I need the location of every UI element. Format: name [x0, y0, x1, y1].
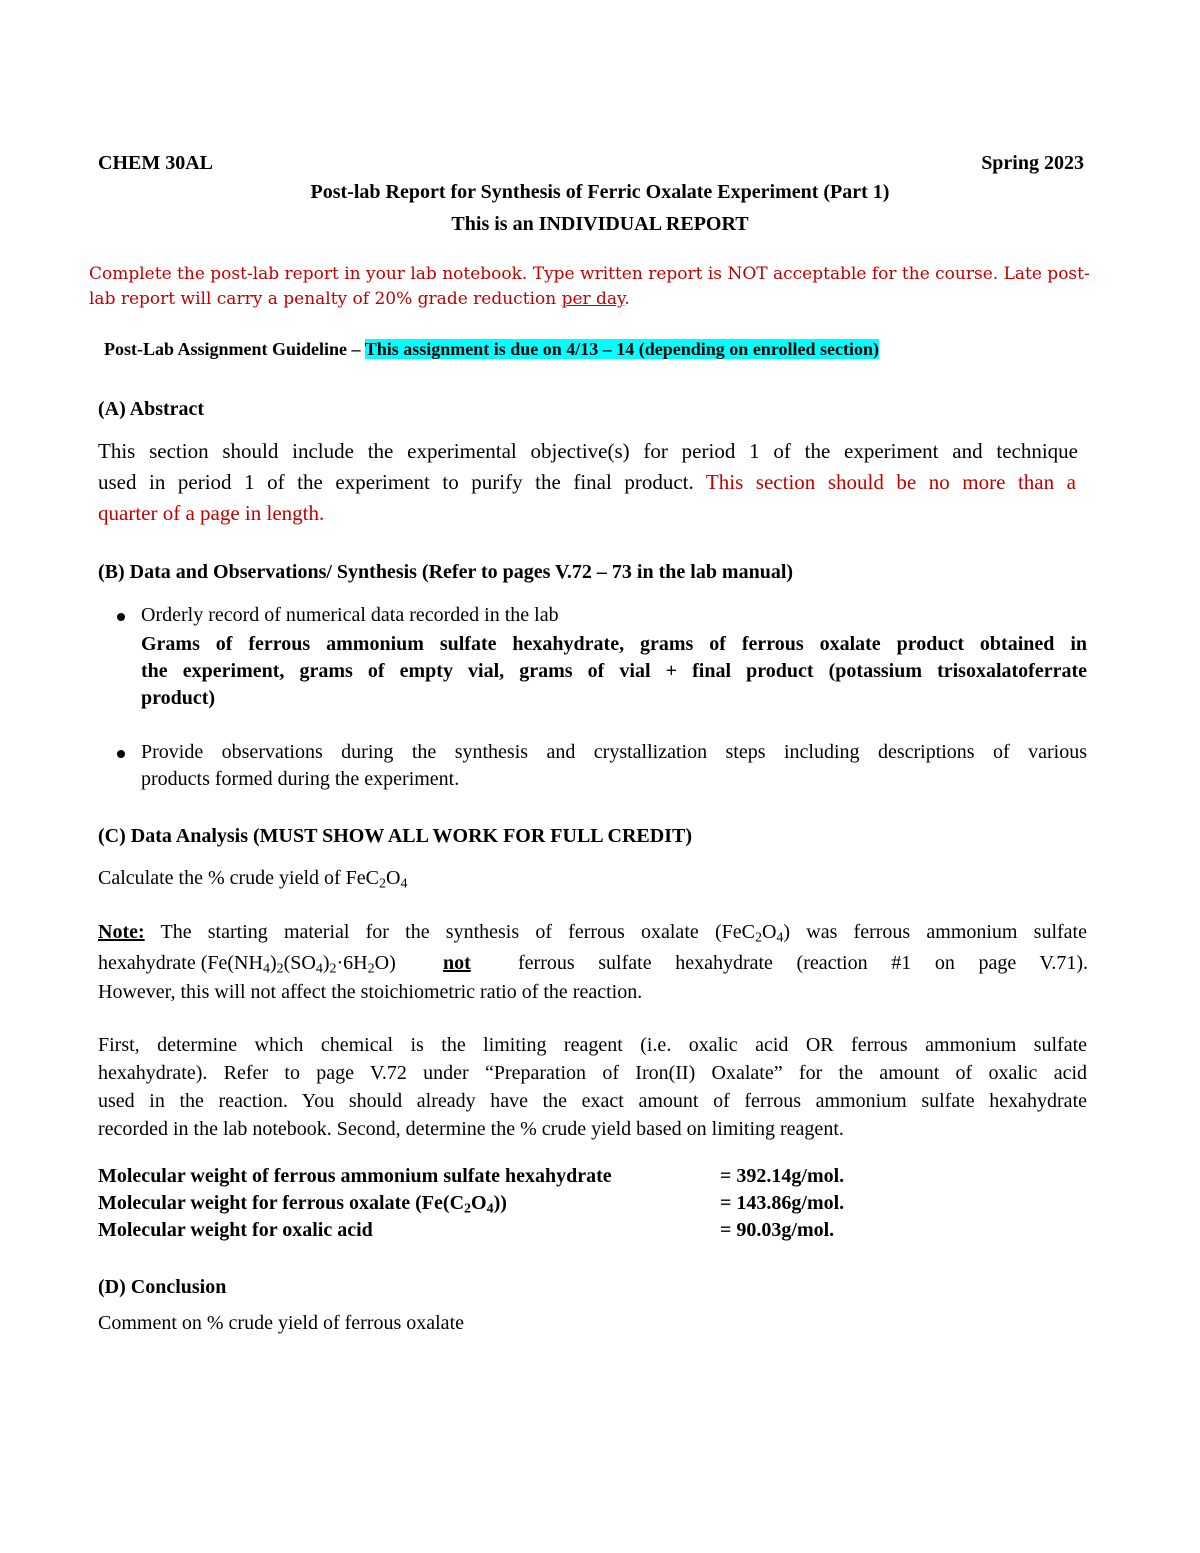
subscript: 2	[276, 961, 284, 977]
abstract-line-1: This section should include the experimental objective(s) for period 1 of the experiment and technique	[98, 439, 1078, 463]
notice-period: .	[624, 289, 630, 309]
chem-o: O	[471, 1192, 487, 1214]
mw-label-1: Molecular weight of ferrous ammonium sulfate hexahydrate	[98, 1165, 612, 1187]
subscript: 2	[367, 961, 375, 977]
note-line-3: However, this will not affect the stoichiometric ratio of the reaction.	[98, 981, 643, 1003]
course-code: CHEM 30AL	[98, 152, 213, 174]
not-emphasis: not	[442, 952, 471, 974]
formula-part: ·6H	[336, 952, 368, 974]
guideline	[104, 339, 879, 360]
report-subtitle: This is an INDIVIDUAL REPORT	[451, 213, 749, 235]
abstract-length-note: This section should be no more than a	[705, 470, 1076, 494]
mw-label-2	[98, 1192, 507, 1215]
bullet-1-bold-line-3: product)	[141, 687, 216, 709]
note-text: The starting material for the synthesis of ferrous oxalate (FeC	[144, 921, 755, 943]
section-b-heading: (B) Data and Observations/ Synthesis (Refer to pages V.72 – 73 in the lab manual)	[98, 561, 794, 583]
calc-text: Calculate the % crude yield of FeC	[98, 867, 380, 889]
subscript: 4	[262, 961, 270, 977]
bullet-1-bold-line-2: the experiment, grams of empty vial, grams of vial + final product (potassium trisoxalatoferrate	[141, 660, 1087, 682]
abstract-line-3: quarter of a page in length.	[98, 501, 325, 525]
first-line-3: used in the reaction. You should already have the exact amount of ferrous ammonium sulfate hexahydrate	[98, 1090, 1087, 1112]
mw-label-3: Molecular weight for oxalic acid	[98, 1219, 373, 1241]
first-line-1: First, determine which chemical is the limiting reagent (i.e. oxalic acid OR ferrous ammonium sulfate	[98, 1034, 1087, 1056]
subscript: 4	[776, 930, 784, 946]
subscript: 2	[464, 1201, 472, 1217]
notice-per-day: per day	[561, 289, 625, 309]
mw-value-2: = 143.86g/mol.	[720, 1192, 845, 1214]
mw-text: Molecular weight for ferrous oxalate (Fe(C	[98, 1192, 465, 1214]
formula-part: hexahydrate (Fe(NH	[98, 952, 263, 974]
note-label: Note:	[98, 921, 145, 943]
abstract-line-2	[98, 470, 1076, 495]
bullet-1-title: Orderly record of numerical data recorded in the lab	[141, 604, 559, 626]
formula-part: )	[322, 952, 330, 974]
guideline-label: Post-Lab Assignment Guideline –	[104, 339, 365, 359]
formula-part: )	[269, 952, 277, 974]
notice-line-1: Complete the post-lab report in your lab notebook. Type written report is NOT acceptable for the course. Late post-	[89, 264, 1090, 284]
chem-o: O	[386, 867, 401, 889]
notice-text: lab report will carry a penalty of 20% grade reduction	[89, 289, 562, 309]
subscript: 2	[379, 876, 387, 892]
bullet-icon	[117, 750, 125, 758]
formula	[98, 952, 396, 975]
formula-part: (SO	[283, 952, 316, 974]
due-date-highlight: This assignment is due on 4/13 – 14 (depending on enrolled section)	[364, 339, 879, 359]
report-title: Post-lab Report for Synthesis of Ferric Oxalate Experiment (Part 1)	[310, 181, 890, 203]
subscript: 2	[754, 930, 762, 946]
section-a-heading: (A) Abstract	[98, 398, 205, 420]
mw-value-1: = 392.14g/mol.	[720, 1165, 845, 1187]
subscript: 2	[329, 961, 337, 977]
subscript: 4	[486, 1201, 494, 1217]
conclusion-text: Comment on % crude yield of ferrous oxalate	[98, 1312, 464, 1334]
calc-instruction	[98, 867, 407, 890]
chem-o: O	[761, 921, 777, 943]
mw-text: ))	[493, 1192, 507, 1214]
bullet-2-line-1: Provide observations during the synthesis and crystallization steps including descriptions of various	[141, 741, 1087, 763]
bullet-2-line-2: products formed during the experiment.	[141, 768, 460, 790]
first-line-2: hexahydrate). Refer to page V.72 under “Preparation of Iron(II) Oxalate” for the amount of oxalic acid	[98, 1062, 1087, 1084]
note-text: ferrous sulfate hexahydrate (reaction #1 on page V.71).	[518, 952, 1088, 974]
note-text: ) was ferrous ammonium sulfate	[783, 921, 1087, 943]
note-line-2	[98, 952, 1088, 975]
section-c-heading: (C) Data Analysis (MUST SHOW ALL WORK FOR FULL CREDIT)	[98, 825, 692, 847]
subscript: 4	[315, 961, 323, 977]
section-d-heading: (D) Conclusion	[98, 1276, 227, 1298]
formula-part: O)	[374, 952, 396, 974]
bullet-icon	[117, 613, 125, 621]
note-line-1	[98, 921, 1087, 944]
term: Spring 2023	[981, 152, 1084, 174]
first-line-4: recorded in the lab notebook. Second, determine the % crude yield based on limiting reagent.	[98, 1118, 844, 1140]
mw-value-3: = 90.03g/mol.	[720, 1219, 835, 1241]
abstract-text: used in period 1 of the experiment to purify the final product.	[98, 470, 706, 494]
notice-line-2	[89, 289, 630, 309]
bullet-1-bold-line-1: Grams of ferrous ammonium sulfate hexahydrate, grams of ferrous oxalate product obtained in	[141, 633, 1087, 655]
subscript: 4	[400, 876, 408, 892]
